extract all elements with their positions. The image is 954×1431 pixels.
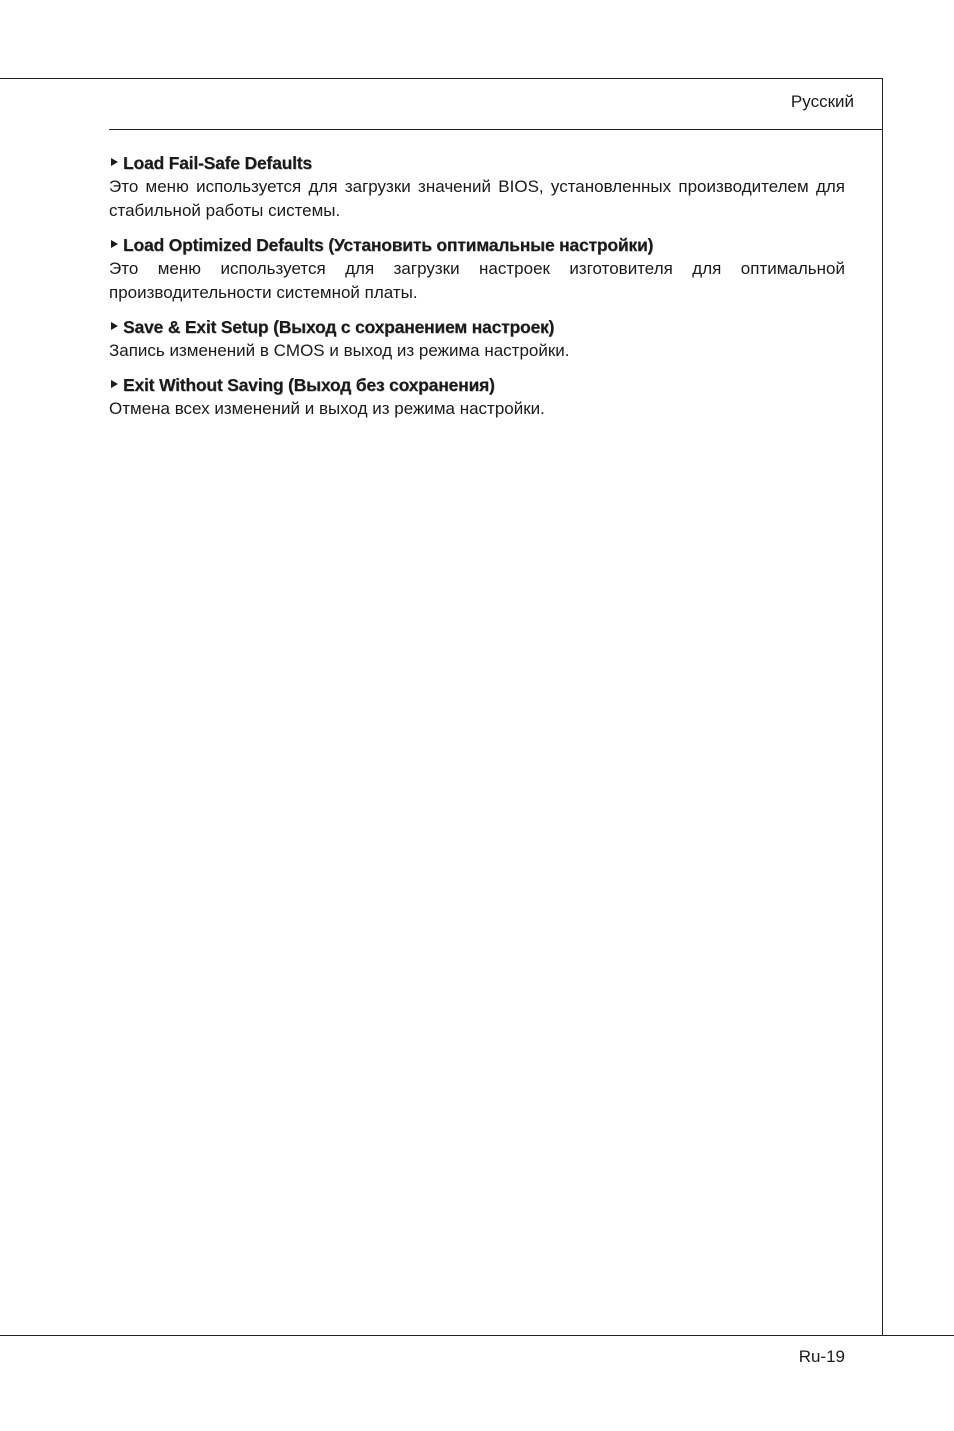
section-body: Это меню используется для загрузки значений BIOS, установленных производителем для стабильной работы системы. bbox=[109, 177, 845, 220]
section-body: Это меню используется для загрузки настроек изготовителя для оптимальной производительности системной платы. bbox=[109, 259, 845, 302]
section-title-text: Load Optimized Defaults (Установить оптимальные настройки) bbox=[123, 235, 654, 255]
language-label: Русский bbox=[790, 92, 854, 111]
page-content bbox=[109, 151, 845, 431]
page-number: Ru-19 bbox=[798, 1347, 845, 1366]
section-body: Отмена всех изменений и выход из режима настройки. bbox=[109, 399, 545, 418]
section-exit-without-saving bbox=[109, 373, 845, 421]
section-title-text: Save & Exit Setup (Выход с сохранением настроек) bbox=[123, 317, 555, 337]
section-save-exit bbox=[109, 315, 845, 363]
triangle-bullet-icon bbox=[111, 380, 118, 388]
bottom-rule bbox=[0, 1335, 954, 1336]
section-load-fail-safe bbox=[109, 151, 845, 223]
header-rule bbox=[109, 129, 883, 130]
triangle-bullet-icon bbox=[111, 322, 118, 330]
triangle-bullet-icon bbox=[111, 158, 118, 166]
section-title-text: Exit Without Saving (Выход без сохранения) bbox=[123, 375, 495, 395]
top-rule bbox=[0, 78, 883, 79]
section-title bbox=[109, 315, 845, 339]
triangle-bullet-icon bbox=[111, 240, 118, 248]
section-body: Запись изменений в CMOS и выход из режима настройки. bbox=[109, 341, 570, 360]
section-title-text: Load Fail-Safe Defaults bbox=[123, 153, 312, 173]
section-title bbox=[109, 373, 845, 397]
section-title bbox=[109, 151, 845, 175]
section-title bbox=[109, 233, 845, 257]
right-rule bbox=[882, 78, 883, 1336]
section-load-optimized bbox=[109, 233, 845, 305]
